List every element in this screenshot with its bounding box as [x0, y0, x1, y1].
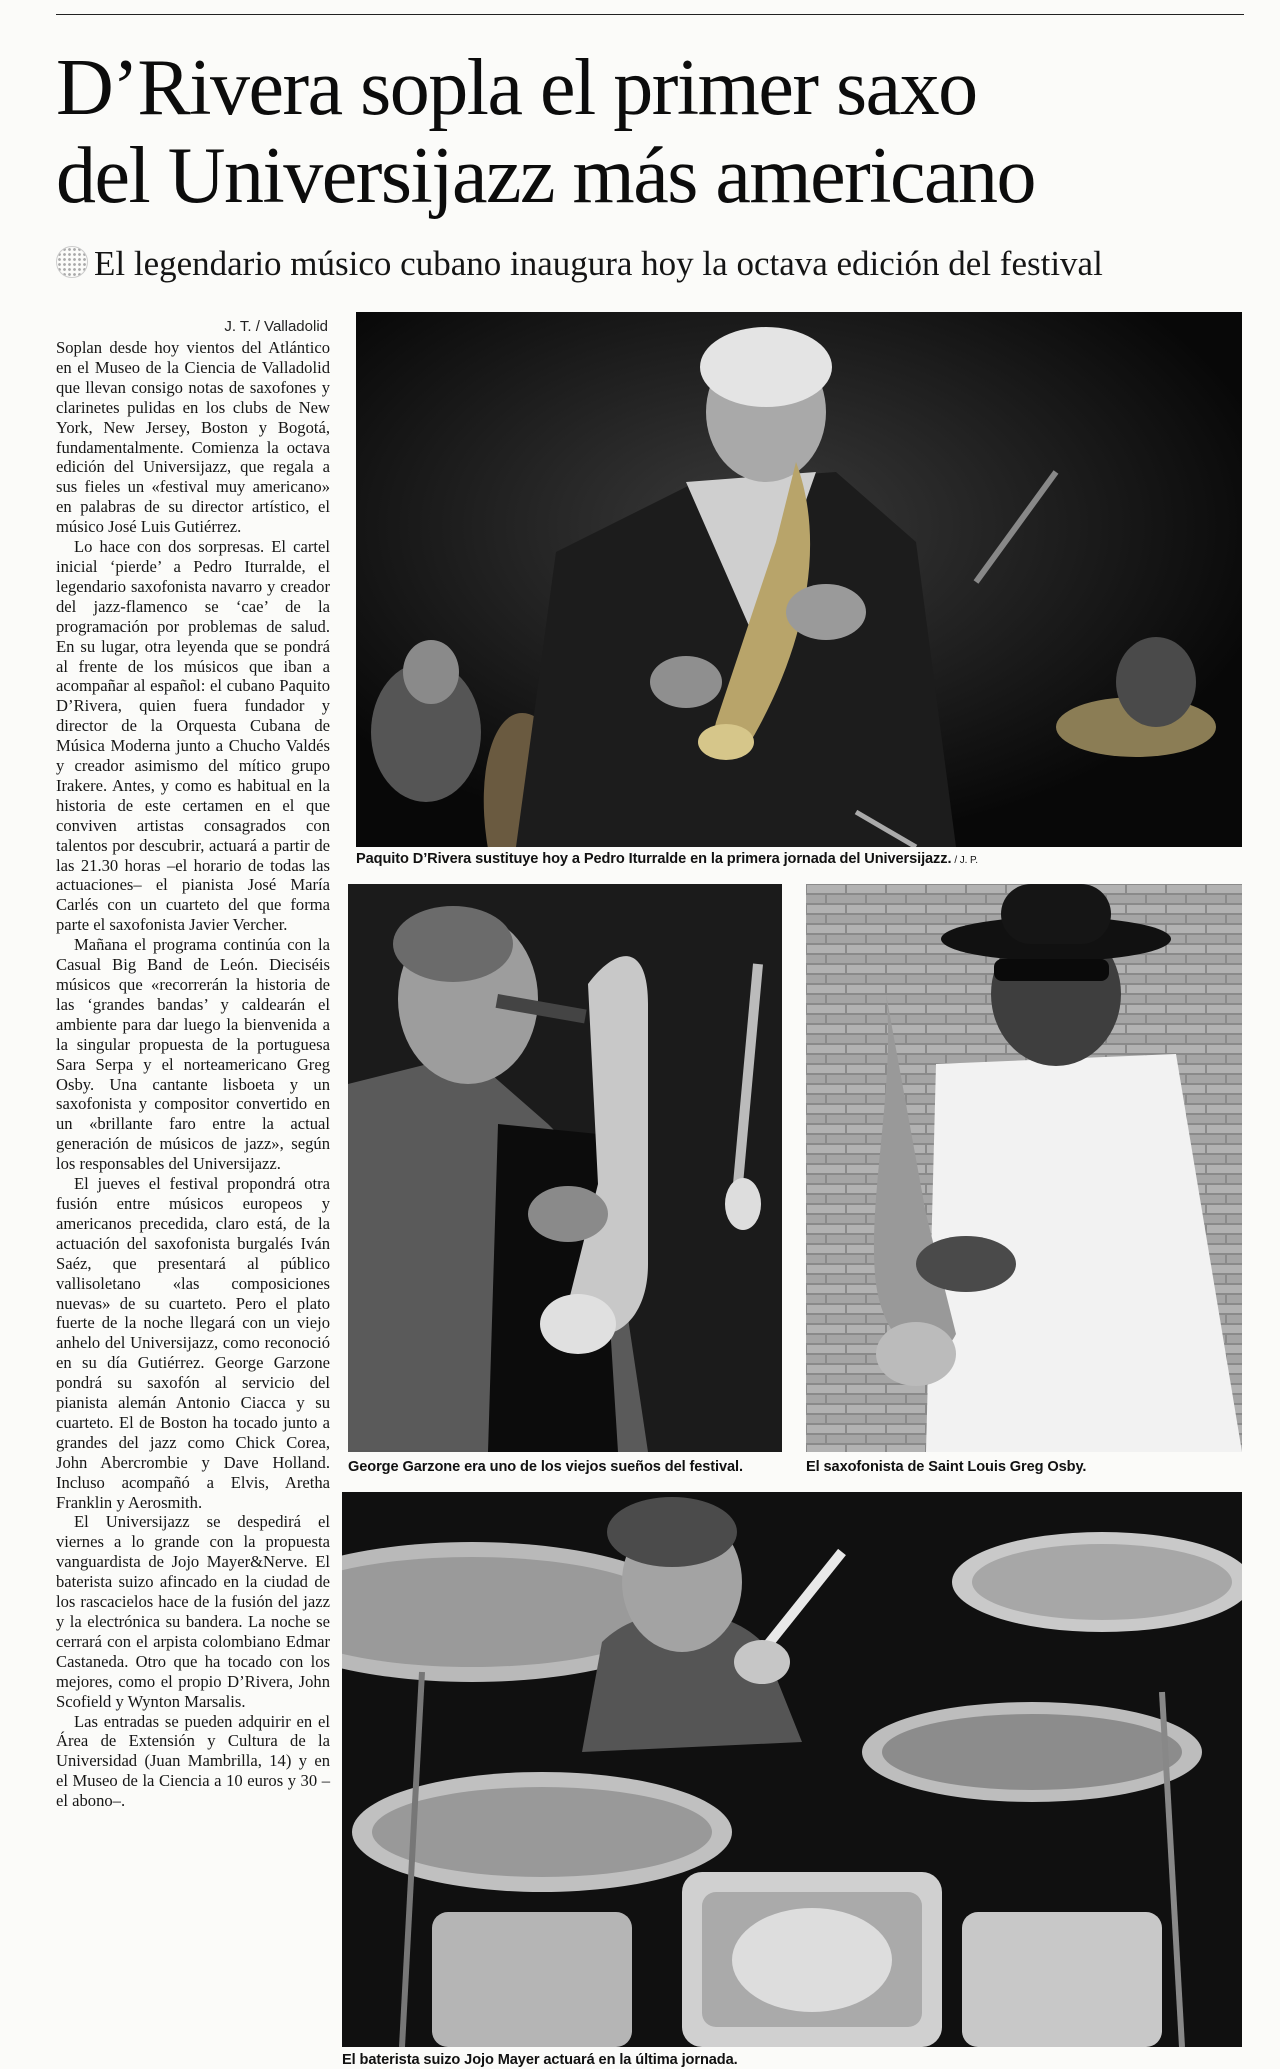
subheadline — [56, 244, 1256, 284]
article-body — [56, 338, 330, 1811]
paragraph-6: Las entradas se pueden adquirir en el Área de Extensión y Cultura de la Universidad (Juan Mambrilla, 14) y en el Museo de la Ciencia a 10 euros y 30 –el abono–. — [56, 1711, 330, 1811]
caption-garzone: George Garzone era uno de los viejos sueños del festival. — [348, 1459, 743, 1475]
paragraph-2: Lo hace con dos sorpresas. El cartel inicial ‘pierde’ a Pedro Iturralde, el legendario saxofonista navarro y creador del jazz-flamenco se ‘cae’ de la programación por problemas de salud. En su lugar, otra leyenda que se pondrá al frente de los músicos que iban a acompañar al español: el cubano Paquito D’Rivera, quien fuera fundador y director de la Orquesta Cubana de Música Moderna junto a Chucho Valdés y creador asimismo del mítico grupo Irakere. Antes, y como es habitual en la historia de este certamen en el que conviven artistas consagrados con talentos por descubrir, actuará a partir de las 21.30 horas –el horario de todas las actuaciones– el pianista José María Carlés con un cuarteto del que forma parte el saxofonista Javier Vercher. — [56, 537, 330, 935]
paragraph-1: Soplan desde hoy vientos del Atlántico en el Museo de la Ciencia de Valladolid que llevan consigo notas de saxofones y clarinetes pulidas en los clubs de New York, New Jersey, Boston y Bogotá, fundamentalmente. Comienza la octava edición del Universijazz, que regala a sus fieles un «festival muy americano» en palabras de su director artístico, el músico José Luis Gutiérrez. — [56, 338, 330, 537]
top-rule — [56, 14, 1244, 15]
headline-line-1: D’Rivera sopla el primer saxo — [56, 44, 977, 132]
headline — [56, 44, 1256, 220]
headline-line-2: del Universijazz más americano — [56, 132, 1035, 220]
photo-osby — [806, 884, 1242, 1452]
photo-garzone — [348, 884, 782, 1452]
caption-osby: El saxofonista de Saint Louis Greg Osby. — [806, 1459, 1087, 1475]
photo-credit: / J. P. — [954, 855, 978, 866]
caption-drivera — [356, 850, 978, 870]
photo-drivera — [356, 312, 1242, 847]
dotted-bullet-icon — [56, 246, 88, 278]
paragraph-3: Mañana el programa continúa con la Casual Big Band de León. Dieciséis músicos que «recorrerán la historia de las ‘grandes bandas’ y caldearán el ambiente para dar luego la bienvenida a la singular propuesta de la portuguesa Sara Serpa y el norteamericano Greg Osby. Una cantante lisboeta y un saxofonista y compositor convertido en un «brillante faro entre la actual generación de músicos de jazz», según los responsables del Universijazz. — [56, 935, 330, 1174]
photo-mayer — [342, 1492, 1242, 2047]
byline: J. T. / Valladolid — [224, 318, 328, 335]
caption-mayer: El baterista suizo Jojo Mayer actuará en la última jornada. — [342, 2052, 738, 2068]
paragraph-5: El Universijazz se despedirá el viernes a lo grande con la propuesta vanguardista de Jojo Mayer&Nerve. El baterista suizo afincado en la ciudad de los rascacielos hace de la fusión del jazz y la electrónica su bandera. La noche se cerrará con el arpista colombiano Edmar Castaneda. Otro que ha tocado con los mejores, como el propio D’Rivera, John Scofield y Wynton Marsalis. — [56, 1512, 330, 1711]
subheadline-text: El legendario músico cubano inaugura hoy la octava edición del festival — [94, 244, 1103, 283]
paragraph-4: El jueves el festival propondrá otra fusión entre músicos europeos y americanos precedida, claro está, de la actuación del saxofonista burgalés Iván Saéz, que presentará al público vallisoletano «las composiciones nuevas» de su cuarteto. Pero el plato fuerte de la noche llegará con un viejo anhelo del Universijazz, como reconoció en su día Gutiérrez. George Garzone pondrá su saxofón al servicio del pianista alemán Antonio Ciacca y su cuarteto. El de Boston ha tocado junto a grandes del jazz como Chick Corea, John Abercrombie y Dave Holland. Incluso acompañó a Elvis, Aretha Franklin y Aerosmith. — [56, 1174, 330, 1512]
caption-drivera-text: Paquito D’Rivera sustituye hoy a Pedro Iturralde en la primera jornada del Universijazz. — [356, 851, 952, 867]
